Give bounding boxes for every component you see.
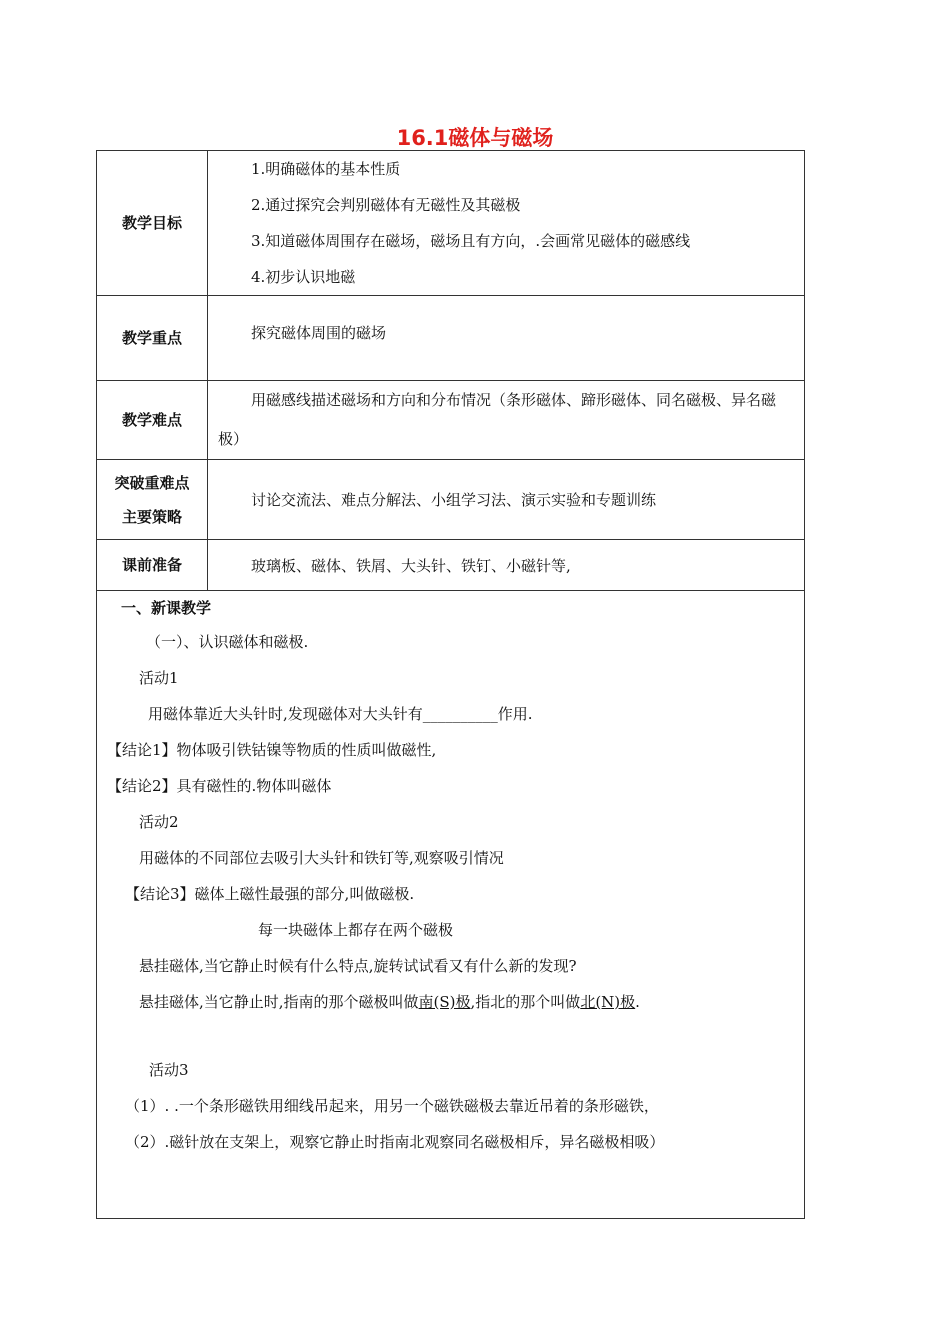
activity-heading: 活动3 <box>149 1061 189 1079</box>
goals-row <box>97 151 805 296</box>
conclusion-text: 【结论2】具有磁性的.物体叫磁体 <box>107 777 332 795</box>
difficulty-cell <box>208 381 805 460</box>
answer-end: . <box>635 993 640 1011</box>
goal-item: 2.通过探究会判别磁体有无磁性及其磁极 <box>251 196 521 214</box>
strategy-label-line: 突破重难点 <box>114 473 190 492</box>
conclusion-text: 【结论1】物体吸引铁钴镍等物质的性质叫做磁性, <box>107 741 437 759</box>
goal-item: 3.知道磁体周围存在磁场，磁场且有方向，.会画常见磁体的磁感线 <box>251 232 691 250</box>
conclusion-subtext: 每一块磁体上都存在两个磁极 <box>258 921 454 939</box>
focus-text: 探究磁体周围的磁场 <box>251 323 387 342</box>
strategy-cell <box>208 460 805 540</box>
difficulty-row <box>97 381 805 460</box>
strategy-label-line: 主要策略 <box>121 507 182 526</box>
answer-mid: ,指北的那个叫做 <box>470 993 581 1011</box>
focus-label: 教学重点 <box>97 296 208 381</box>
prep-label: 课前准备 <box>97 540 208 591</box>
difficulty-text: 用磁感线描述磁场和方向和分布情况（条形磁体、蹄形磁体、同名磁极、异名磁极） <box>218 391 777 448</box>
lesson-cell <box>97 591 805 1219</box>
question-text: 悬挂磁体,当它静止时候有什么特点,旋转试试看又有什么新的发现? <box>139 957 577 975</box>
conclusion-text: 【结论3】磁体上磁性最强的部分,叫做磁极. <box>125 885 415 903</box>
strategy-row <box>97 460 805 540</box>
activity-heading: 活动2 <box>139 813 179 831</box>
section-heading: 一、新课教学 <box>121 599 212 617</box>
activity-heading: 活动1 <box>139 669 179 687</box>
lesson-plan-table <box>96 150 805 1219</box>
goals-label: 教学目标 <box>97 151 208 296</box>
goal-item: 1.明确磁体的基本性质 <box>251 160 401 178</box>
answer-north: 北(N)极 <box>580 993 636 1011</box>
page-title: 16.1磁体与磁场 <box>396 126 554 150</box>
answer-text <box>139 991 640 1012</box>
step-text: （1）. .一个条形磁铁用细线吊起来，用另一个磁铁磁极去靠近吊着的条形磁铁， <box>125 1097 659 1115</box>
strategy-text: 讨论交流法、难点分解法、小组学习法、演示实验和专题训练 <box>251 491 657 509</box>
prep-row <box>97 540 805 591</box>
subsection-heading: （一）、认识磁体和磁极. <box>146 633 309 651</box>
goals-cell <box>208 151 805 296</box>
lesson-body <box>97 591 804 1218</box>
strategy-label <box>97 460 208 540</box>
answer-pre: 悬挂磁体,当它静止时,指南的那个磁极叫做 <box>139 993 419 1011</box>
activity-text: 用磁体的不同部位去吸引大头针和铁钉等,观察吸引情况 <box>139 849 504 867</box>
lesson-row <box>97 591 805 1219</box>
activity-text: 用磁体靠近大头针时,发现磁体对大头针有__________作用. <box>148 705 533 723</box>
prep-text: 玻璃板、磁体、铁屑、大头针、铁钉、小磁针等, <box>251 556 571 575</box>
focus-row <box>97 296 805 381</box>
difficulty-label: 教学难点 <box>97 381 208 460</box>
answer-south: 南(S)极 <box>418 993 471 1011</box>
goal-item: 4.初步认识地磁 <box>251 268 356 286</box>
prep-cell <box>208 540 805 591</box>
focus-cell <box>208 296 805 381</box>
step-text: （2）.磁针放在支架上，观察它静止时指南北观察同名磁极相斥，异名磁极相吸） <box>125 1133 665 1151</box>
